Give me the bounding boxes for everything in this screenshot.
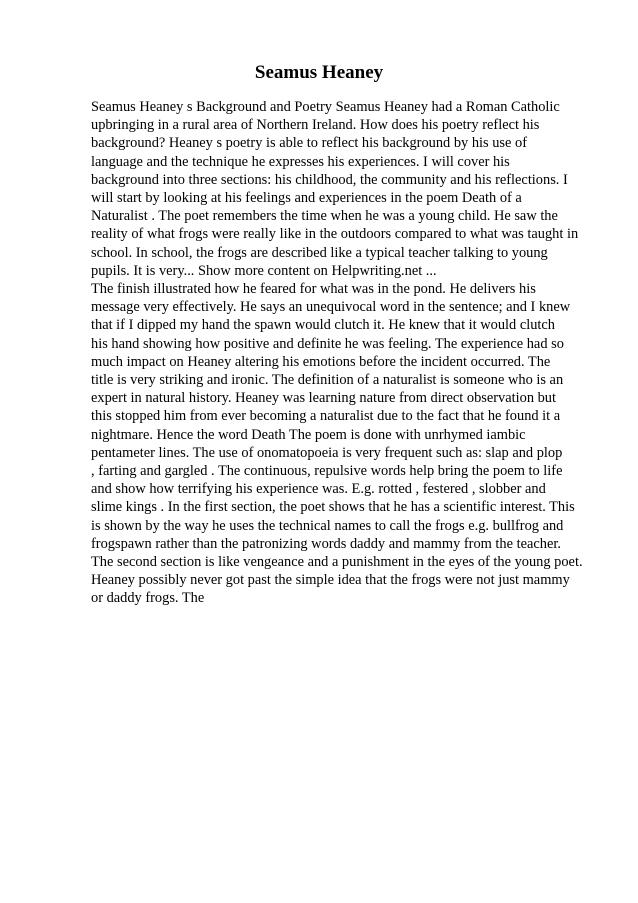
document-title: Seamus Heaney [254,62,384,83]
body-line: The finish illustrated how he feared for what was in the pond. He delivers his [91,281,536,298]
body-line: pupils. It is very... Show more content on Helpwriting.net ... [91,262,437,279]
body-line: and show how terrifying his experience was. E.g. rotted , festered , slobber and [91,481,546,498]
body-line: title is very striking and ironic. The definition of a naturalist is someone who is an [91,372,564,389]
body-line: message very effectively. He says an unequivocal word in the sentence; and I knew [91,299,571,316]
body-line: background? Heaney s poetry is able to reflect his background by his use of [91,135,527,152]
body-line: pentameter lines. The use of onomatopoeia is very frequent such as: slap and plop [91,444,563,461]
body-line: school. In school, the frogs are described like a typical teacher talking to young [91,244,548,261]
body-line: expert in natural history. Heaney was learning nature from direct observation but [91,390,557,407]
body-line: Seamus Heaney s Background and Poetry Seamus Heaney had a Roman Catholic [91,99,560,115]
body-line: Naturalist . The poet remembers the time when he was a young child. He saw the [91,208,558,225]
body-line: will start by looking at his feelings and experiences in the poem Death of a [91,190,522,207]
body-line: this stopped him from ever becoming a naturalist due to the fact that he found it a [91,408,561,425]
document-body [91,98,611,608]
body-line: reality of what frogs were really like in the outdoors compared to what was taught in [91,226,579,243]
body-line: Heaney possibly never got past the simple idea that the frogs were not just mammy [91,572,570,589]
body-line: or daddy frogs. The [91,590,205,607]
body-line: his hand showing how positive and definite he was feeling. The experience had so [91,335,564,352]
body-line: The second section is like vengeance and a punishment in the eyes of the young poet. [91,554,583,571]
body-line: language and the technique he expresses his experiences. I will cover his [91,153,510,170]
body-line: slime kings . In the first section, the poet shows that he has a scientific interest. This [91,499,575,516]
body-line: upbringing in a rural area of Northern Ireland. How does his poetry reflect his [91,117,540,134]
body-line: nightmare. Hence the word Death The poem is done with unrhymed iambic [91,426,526,443]
body-line: that if I dipped my hand the spawn would clutch it. He knew that it would clutch [91,317,555,334]
body-line: is shown by the way he uses the technical names to call the frogs e.g. bullfrog and [91,517,564,534]
body-line: much impact on Heaney altering his emotions before the incident occurred. The [91,353,551,370]
body-line: background into three sections: his childhood, the community and his reflections. I [91,171,568,188]
body-line: frogspawn rather than the patronizing words daddy and mammy from the teacher. [91,535,561,552]
body-line: , farting and gargled . The continuous, repulsive words help bring the poem to life [91,463,563,480]
